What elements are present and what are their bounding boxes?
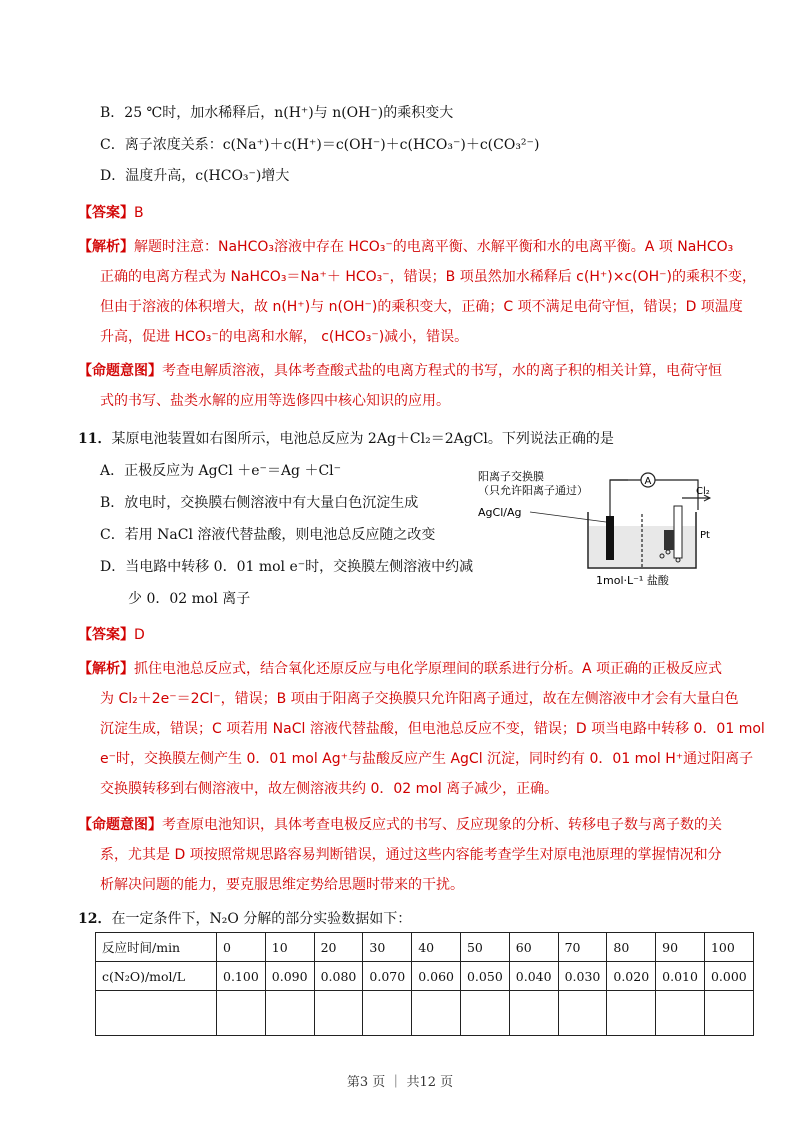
q11-option-b: B．放电时，交换膜右侧溶液中有大量白色沉淀生成 bbox=[100, 495, 419, 511]
answer-tag: 【答案】 bbox=[78, 205, 134, 221]
q10-analysis-line-1: 【解析】解题时注意：NaHCO₃溶液中存在 HCO₃⁻的电离平衡、水解平衡和水的电离平衡。A 项 NaHCO₃ bbox=[78, 239, 734, 255]
analysis-tag: 【解析】 bbox=[78, 661, 134, 677]
ammeter-label: A bbox=[644, 476, 652, 487]
q11-analysis-line-3: 沉淀生成，错误；C 项若用 NaCl 溶液代替盐酸，但电池总反应不变，错误；D 项当电路中转移 0．01 mol bbox=[100, 721, 765, 737]
electrode-left-label: AgCl/Ag bbox=[478, 506, 522, 519]
table-cell: 0.040 bbox=[509, 962, 558, 991]
q11-answer bbox=[78, 624, 145, 644]
table-cell: 0.090 bbox=[265, 962, 314, 991]
intent-tag: 【命题意图】 bbox=[78, 363, 162, 379]
membrane-label-1: 阳离子交换膜 bbox=[478, 470, 544, 483]
galvanic-cell-diagram bbox=[478, 470, 718, 590]
table-cell: 0.100 bbox=[217, 962, 266, 991]
table-cell: 0.050 bbox=[460, 962, 509, 991]
answer-value: D bbox=[134, 627, 145, 643]
electrode-right-label: Pt bbox=[700, 530, 710, 541]
agcl-ag-electrode bbox=[606, 516, 614, 560]
answer-tag: 【答案】 bbox=[78, 627, 134, 643]
table-cell: 40 bbox=[412, 933, 461, 962]
q10-option-b: B．25 ℃时，加水稀释后，n(H⁺)与 n(OH⁻)的乘积变大 bbox=[100, 105, 454, 121]
table-cell: 90 bbox=[656, 933, 705, 962]
q10-analysis-line-2: 正确的电离方程式为 NaHCO₃＝Na⁺＋ HCO₃⁻，错误；B 项虽然加水稀释后 c(H⁺)×c(OH⁻)的乘积不变， bbox=[100, 269, 756, 285]
q10-option-c: C．离子浓度关系：c(Na⁺)＋c(H⁺)＝c(OH⁻)＋c(HCO₃⁻)＋c(CO₃²⁻) bbox=[100, 137, 540, 153]
table-row bbox=[96, 962, 754, 991]
q11-analysis-line-5: 交换膜转移到右侧溶液中，故左侧溶液共约 0．02 mol 离子减少，正确。 bbox=[100, 781, 559, 797]
table-cell: 0.030 bbox=[558, 962, 607, 991]
table-cell: 0.000 bbox=[704, 962, 753, 991]
table-cell: 100 bbox=[704, 933, 753, 962]
question-number: 12． bbox=[78, 911, 112, 927]
question-number: 11． bbox=[78, 431, 112, 447]
q12-stem: 12．在一定条件下，N₂O 分解的部分实验数据如下： bbox=[78, 911, 412, 927]
q10-analysis-line-3: 但由于溶液的体积增大，故 n(H⁺)与 n(OH⁻)的乘积变大，正确；C 项不满足电荷守恒，错误；D 项温度 bbox=[100, 299, 743, 315]
n2o-data-table bbox=[95, 932, 754, 1036]
q11-option-d-line-2: 少 0．02 mol 离子 bbox=[128, 591, 251, 607]
page-footer: 第3 页 ｜ 共12 页 bbox=[346, 1075, 454, 1090]
table-cell: 80 bbox=[607, 933, 656, 962]
q11-analysis-line-1: 【解析】抓住电池总反应式，结合氧化还原反应与电化学原理间的联系进行分析。A 项正确的正极反应式 bbox=[78, 661, 723, 677]
cell-svg bbox=[478, 470, 718, 590]
table-header-cell: c(N₂O)/mol/L bbox=[96, 962, 217, 991]
q11-intent-line-1: 【命题意图】考查原电池知识，具体考查电极反应式的书写、反应现象的分析、转移电子数与离子数的关 bbox=[78, 817, 722, 833]
q11-intent-line-2: 系，尤其是 D 项按照常规思路容易判断错误，通过这些内容能考查学生对原电池原理的掌握情况和分 bbox=[100, 847, 722, 863]
table-cell: 0 bbox=[217, 933, 266, 962]
q10-intent-line-1: 【命题意图】考查电解质溶液，具体考查酸式盐的电离方程式的书写，水的离子积的相关计算，电荷守恒 bbox=[78, 363, 722, 379]
pt-electrode bbox=[664, 530, 674, 550]
table-cell: 30 bbox=[363, 933, 412, 962]
table-header-cell: 反应时间/min bbox=[96, 933, 217, 962]
table-row bbox=[96, 933, 754, 962]
q11-option-a: A．正极反应为 AgCl ＋e⁻＝Ag ＋Cl⁻ bbox=[100, 463, 342, 479]
q10-analysis-line-4: 升高，促进 HCO₃⁻的电离和水解， c(HCO₃⁻)减小，错误。 bbox=[100, 329, 469, 345]
solution-label: 1mol·L⁻¹ 盐酸 bbox=[596, 574, 669, 587]
table-cell: 70 bbox=[558, 933, 607, 962]
intent-tag: 【命题意图】 bbox=[78, 817, 162, 833]
table-row bbox=[96, 991, 754, 1036]
table-cell: 0.070 bbox=[363, 962, 412, 991]
analysis-tag: 【解析】 bbox=[78, 239, 134, 255]
membrane-label-2: （只允许阳离子通过） bbox=[478, 484, 588, 497]
table-cell: 10 bbox=[265, 933, 314, 962]
table-cell: 0.060 bbox=[412, 962, 461, 991]
table-cell: 50 bbox=[460, 933, 509, 962]
gas-label: Cl₂ bbox=[696, 486, 710, 497]
table-cell: 20 bbox=[314, 933, 363, 962]
q11-intent-line-3: 析解决问题的能力，要克服思维定势给思题时带来的干扰。 bbox=[100, 877, 464, 893]
q10-intent-line-2: 式的书写、盐类水解的应用等选修四中核心知识的应用。 bbox=[100, 393, 450, 409]
table-cell: 0.080 bbox=[314, 962, 363, 991]
q11-option-c: C．若用 NaCl 溶液代替盐酸，则电池总反应随之改变 bbox=[100, 527, 436, 543]
answer-value: B bbox=[134, 205, 144, 221]
q10-option-d: D．温度升高，c(HCO₃⁻)增大 bbox=[100, 168, 290, 184]
q11-stem: 11．某原电池装置如右图所示，电池总反应为 2Ag＋Cl₂＝2AgCl。下列说法正确的是 bbox=[78, 431, 614, 447]
table-cell: 0.010 bbox=[656, 962, 705, 991]
q11-analysis-line-2: 为 Cl₂＋2e⁻＝2Cl⁻，错误；B 项由于阳离子交换膜只允许阳离子通过，故在左侧溶液中才会有大量白色 bbox=[100, 691, 739, 707]
q11-option-d-line-1: D．当电路中转移 0．01 mol e⁻时，交换膜左侧溶液中约减 bbox=[100, 559, 474, 575]
q10-answer bbox=[78, 202, 144, 222]
table-cell: 0.020 bbox=[607, 962, 656, 991]
q11-analysis-line-4: e⁻时，交换膜左侧产生 0．01 mol Ag⁺与盐酸反应产生 AgCl 沉淀，同时约有 0．01 mol H⁺通过阳离子 bbox=[100, 751, 754, 767]
table-cell: 60 bbox=[509, 933, 558, 962]
